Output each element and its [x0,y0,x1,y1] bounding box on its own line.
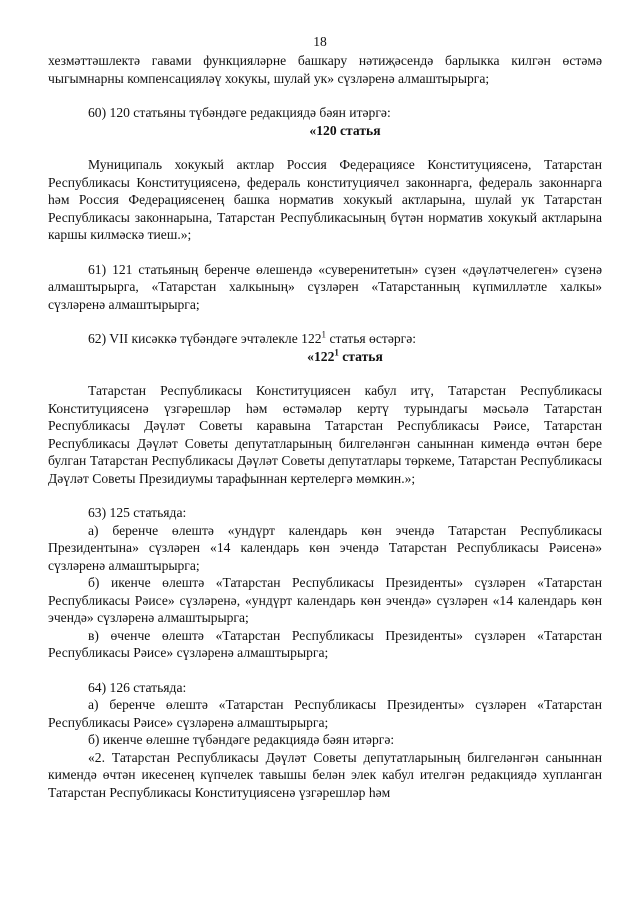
spacer [48,365,602,382]
item-60: 60) 120 статьяны түбәндәге редакциядә бәян итәргә: [88,105,391,120]
heading-article-120: «120 статья [309,122,381,138]
paragraph-continuation: хезмәттәшлектә гавами функцияләрне башкару нәтиҗәсендә барлыкка килгән өстәмә чыгымнарны компенсацияләү хокукы, шулай ук» сүзләренә алмаштырырга; [48,53,602,86]
article-120-text: Муниципаль хокукый актлар Россия Федерациясе Конституциясенә, Татарстан Республикасы Конституциясенә, федераль конституциячел законнарга, федераль законнарга һәм Россия Федерациясенең башка норматив хокукый актларына, шулай ук Татарстан Республикасы законнарына, Татарстан Республикасының бүтән норматив хокукый актларына каршы килмәскә тиеш.»; [48,157,602,242]
heading-text: «122 [307,348,335,364]
item-64-quote: «2. Татарстан Республикасы Дәүләт Советы депутатларының билгеләнгән саныннан кимендә өчтән икесенең күпчелек тавышы белән элек кабул ителгән редакциядә хупланган Татарстан Республикасы Конституциясенә үзгәрешләр һәм [48,749,602,800]
spacer [48,662,602,679]
spacer [48,139,602,156]
item-64-b: б) икенче өлешне түбәндәге редакциядә бәян итәргә: [88,732,395,747]
item-63-a: а) беренче өлештә «ундүрт календарь көн эчендә Татарстан Республикасы Президентына» сүзләрен «14 календарь көн эчендә Татарстан Республикасы Рәисенә» сүзләренә алмаштырырга; [48,522,602,573]
document-body [48,52,602,801]
spacer [48,313,602,330]
superscript: 1 [334,346,339,357]
item-62 [48,330,602,348]
spacer [48,244,602,261]
item-61: 61) 121 статьяның беренче өлешендә «суверенитетын» сүзен «дәүләтчелеген» сүзенә алмаштырырга, «Татарстан халкының» сүзләрен «Татарстанның күпмилләтле халкы» сүзләренә алмаштырырга; [48,261,602,312]
item-64: 64) 126 статьяда: [88,679,187,695]
item-63: 63) 125 статьяда: [88,505,187,520]
item-63-c: в) өченче өлештә «Татарстан Республикасы Президенты» сүзләрен «Татарстан Республикасы Рәисе» сүзләренә алмаштырырга; [48,627,602,660]
heading-article-122-1 [48,348,602,366]
article-122-1-text: Татарстан Республикасы Конституциясен кабул итү, Татарстан Республикасы Конституциясенә үзгәрешләр һәм өстәмәләр кертү турындагы мәсьәлә Татарстан Республикасы Дәүләт Советы каравына Татарстан Республикасы Рәисе, Татарстан Республикасы Дәүләт Советы депутатларының билгеләнгән саныннан кимендә өчтән бере булган Татарстан Республикасы Дәүләт Советы депутатлары төркеме, Татарстан Республикасы Дәүләт Советы Президиумы тарафыннан кертелергә мөмкин.»; [48,383,602,486]
item-62-text-end: статья өстәргә: [326,331,417,346]
spacer [48,87,602,104]
heading-text-end: статья [338,348,383,364]
spacer [48,487,602,504]
superscript: 1 [321,329,327,340]
item-64-a: а) беренче өлештә «Татарстан Республикасы Президенты» сүзләрен «Татарстан Республикасы Рәисе» сүзләренә алмаштырырга; [48,697,602,730]
page-number: 18 [313,34,327,49]
item-63-b: б) икенче өлештә «Татарстан Республикасы Президенты» сүзләрен «Татарстан Республикасы Рәисе» сүзләренә, «ундүрт календарь көн эчендә» сүзләрен «14 календарь көн эчендә» сүзләренә алмаштырырга; [48,575,602,625]
item-62-text: 62) VII кисәккә түбәндәге эчтәлекле 122 [88,331,322,346]
